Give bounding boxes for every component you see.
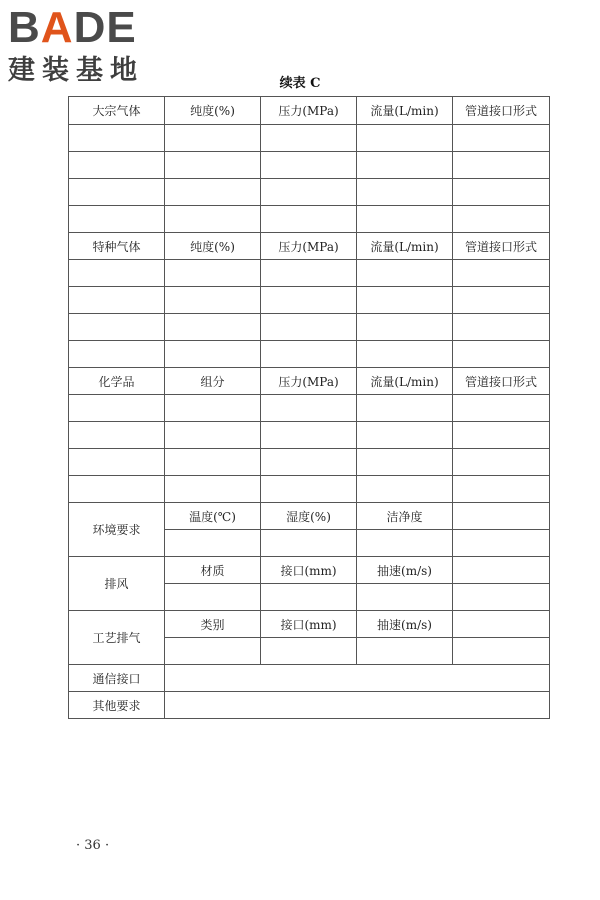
logo-letter-b: B — [8, 3, 41, 52]
column-header: 压力(MPa) — [261, 97, 357, 125]
column-header: 管道接口形式 — [453, 233, 550, 260]
blank-cell[interactable] — [69, 449, 165, 476]
blank-cell[interactable] — [453, 584, 550, 611]
logo-letter-a: A — [40, 3, 74, 52]
blank-cell[interactable] — [357, 314, 453, 341]
blank-cell[interactable] — [357, 395, 453, 422]
column-header: 材质 — [165, 557, 261, 584]
column-header: 管道接口形式 — [453, 97, 550, 125]
logo-wordmark — [8, 3, 144, 52]
blank-cell[interactable] — [261, 422, 357, 449]
blank-cell[interactable] — [453, 449, 550, 476]
blank-cell[interactable] — [165, 638, 261, 665]
blank-row — [69, 260, 550, 287]
blank-cell[interactable] — [69, 476, 165, 503]
table-row — [69, 97, 550, 125]
section-label-communication: 通信接口 — [69, 665, 165, 692]
blank-cell[interactable] — [261, 341, 357, 368]
table-title: 续表 C — [279, 76, 321, 91]
blank-cell[interactable] — [453, 314, 550, 341]
blank-cell[interactable] — [165, 476, 261, 503]
blank-cell[interactable] — [165, 692, 550, 719]
section-label-other: 其他要求 — [69, 692, 165, 719]
blank-cell[interactable] — [261, 476, 357, 503]
blank-cell[interactable] — [165, 341, 261, 368]
blank-row — [69, 341, 550, 368]
section-label-bulk-gas: 大宗气体 — [69, 97, 165, 125]
logo-letters-de: DE — [73, 3, 137, 52]
table-row — [69, 503, 550, 530]
logo-chinese: 建装基地 — [8, 55, 144, 86]
column-header — [453, 503, 550, 530]
blank-cell[interactable] — [261, 260, 357, 287]
blank-cell[interactable] — [357, 476, 453, 503]
blank-cell[interactable] — [261, 314, 357, 341]
blank-cell[interactable] — [357, 260, 453, 287]
section-label-special-gas: 特种气体 — [69, 233, 165, 260]
blank-row — [69, 422, 550, 449]
blank-cell[interactable] — [69, 341, 165, 368]
blank-cell[interactable] — [69, 179, 165, 206]
section-label-environment: 环境要求 — [69, 503, 165, 557]
blank-cell[interactable] — [261, 287, 357, 314]
blank-cell[interactable] — [261, 152, 357, 179]
blank-cell[interactable] — [261, 395, 357, 422]
column-header: 类别 — [165, 611, 261, 638]
blank-row — [69, 476, 550, 503]
blank-cell[interactable] — [453, 125, 550, 152]
blank-cell[interactable] — [261, 179, 357, 206]
table-row — [69, 368, 550, 395]
blank-cell[interactable] — [69, 395, 165, 422]
column-header: 抽速(m/s) — [357, 557, 453, 584]
blank-cell[interactable] — [357, 638, 453, 665]
blank-cell[interactable] — [261, 206, 357, 233]
blank-cell[interactable] — [165, 125, 261, 152]
blank-cell[interactable] — [453, 152, 550, 179]
blank-cell[interactable] — [165, 584, 261, 611]
blank-row — [69, 314, 550, 341]
blank-cell[interactable] — [165, 530, 261, 557]
column-header: 流量(L/min) — [357, 368, 453, 395]
blank-cell[interactable] — [69, 260, 165, 287]
column-header: 流量(L/min) — [357, 97, 453, 125]
page-number: · 36 · — [76, 838, 110, 853]
blank-cell[interactable] — [165, 206, 261, 233]
blank-cell[interactable] — [357, 179, 453, 206]
blank-row — [69, 395, 550, 422]
blank-cell[interactable] — [453, 530, 550, 557]
column-header: 接口(mm) — [261, 611, 357, 638]
blank-cell[interactable] — [69, 314, 165, 341]
table-row — [69, 233, 550, 260]
requirements-table — [68, 96, 550, 719]
blank-row — [69, 125, 550, 152]
blank-cell[interactable] — [453, 638, 550, 665]
blank-cell[interactable] — [453, 179, 550, 206]
section-label-process-exhaust: 工艺排气 — [69, 611, 165, 665]
column-header: 洁净度 — [357, 503, 453, 530]
blank-cell[interactable] — [453, 476, 550, 503]
column-header: 组分 — [165, 368, 261, 395]
blank-cell[interactable] — [69, 206, 165, 233]
blank-cell[interactable] — [357, 152, 453, 179]
blank-cell[interactable] — [69, 125, 165, 152]
column-header: 湿度(%) — [261, 503, 357, 530]
blank-cell[interactable] — [453, 287, 550, 314]
section-label-chemicals: 化学品 — [69, 368, 165, 395]
blank-cell[interactable] — [165, 449, 261, 476]
column-header — [453, 611, 550, 638]
blank-cell[interactable] — [69, 287, 165, 314]
blank-row — [69, 206, 550, 233]
blank-cell[interactable] — [69, 152, 165, 179]
column-header: 流量(L/min) — [357, 233, 453, 260]
blank-cell[interactable] — [357, 341, 453, 368]
blank-cell[interactable] — [453, 341, 550, 368]
blank-cell[interactable] — [165, 422, 261, 449]
column-header: 纯度(%) — [165, 97, 261, 125]
section-label-exhaust: 排风 — [69, 557, 165, 611]
blank-cell[interactable] — [165, 665, 550, 692]
column-header: 温度(℃) — [165, 503, 261, 530]
blank-cell[interactable] — [453, 395, 550, 422]
blank-cell[interactable] — [165, 395, 261, 422]
column-header: 接口(mm) — [261, 557, 357, 584]
blank-cell[interactable] — [165, 260, 261, 287]
blank-cell[interactable] — [453, 422, 550, 449]
column-header: 压力(MPa) — [261, 368, 357, 395]
blank-row — [69, 287, 550, 314]
blank-cell[interactable] — [357, 206, 453, 233]
blank-cell[interactable] — [357, 287, 453, 314]
table-row — [69, 611, 550, 638]
blank-cell[interactable] — [357, 125, 453, 152]
blank-cell[interactable] — [357, 422, 453, 449]
table-row — [69, 665, 550, 692]
column-header: 纯度(%) — [165, 233, 261, 260]
blank-cell[interactable] — [357, 449, 453, 476]
blank-cell[interactable] — [261, 449, 357, 476]
blank-cell[interactable] — [261, 125, 357, 152]
column-header: 压力(MPa) — [261, 233, 357, 260]
blank-cell[interactable] — [357, 530, 453, 557]
blank-cell[interactable] — [261, 584, 357, 611]
blank-cell[interactable] — [261, 530, 357, 557]
column-header: 管道接口形式 — [453, 368, 550, 395]
blank-row — [69, 179, 550, 206]
blank-cell[interactable] — [357, 584, 453, 611]
column-header — [453, 557, 550, 584]
blank-row — [69, 449, 550, 476]
blank-cell[interactable] — [453, 260, 550, 287]
blank-cell[interactable] — [261, 638, 357, 665]
blank-cell[interactable] — [165, 179, 261, 206]
blank-cell[interactable] — [165, 152, 261, 179]
blank-cell[interactable] — [69, 422, 165, 449]
column-header: 抽速(m/s) — [357, 611, 453, 638]
blank-row — [69, 152, 550, 179]
blank-cell[interactable] — [165, 287, 261, 314]
blank-cell[interactable] — [453, 206, 550, 233]
table-row — [69, 557, 550, 584]
table-row — [69, 692, 550, 719]
blank-cell[interactable] — [165, 314, 261, 341]
